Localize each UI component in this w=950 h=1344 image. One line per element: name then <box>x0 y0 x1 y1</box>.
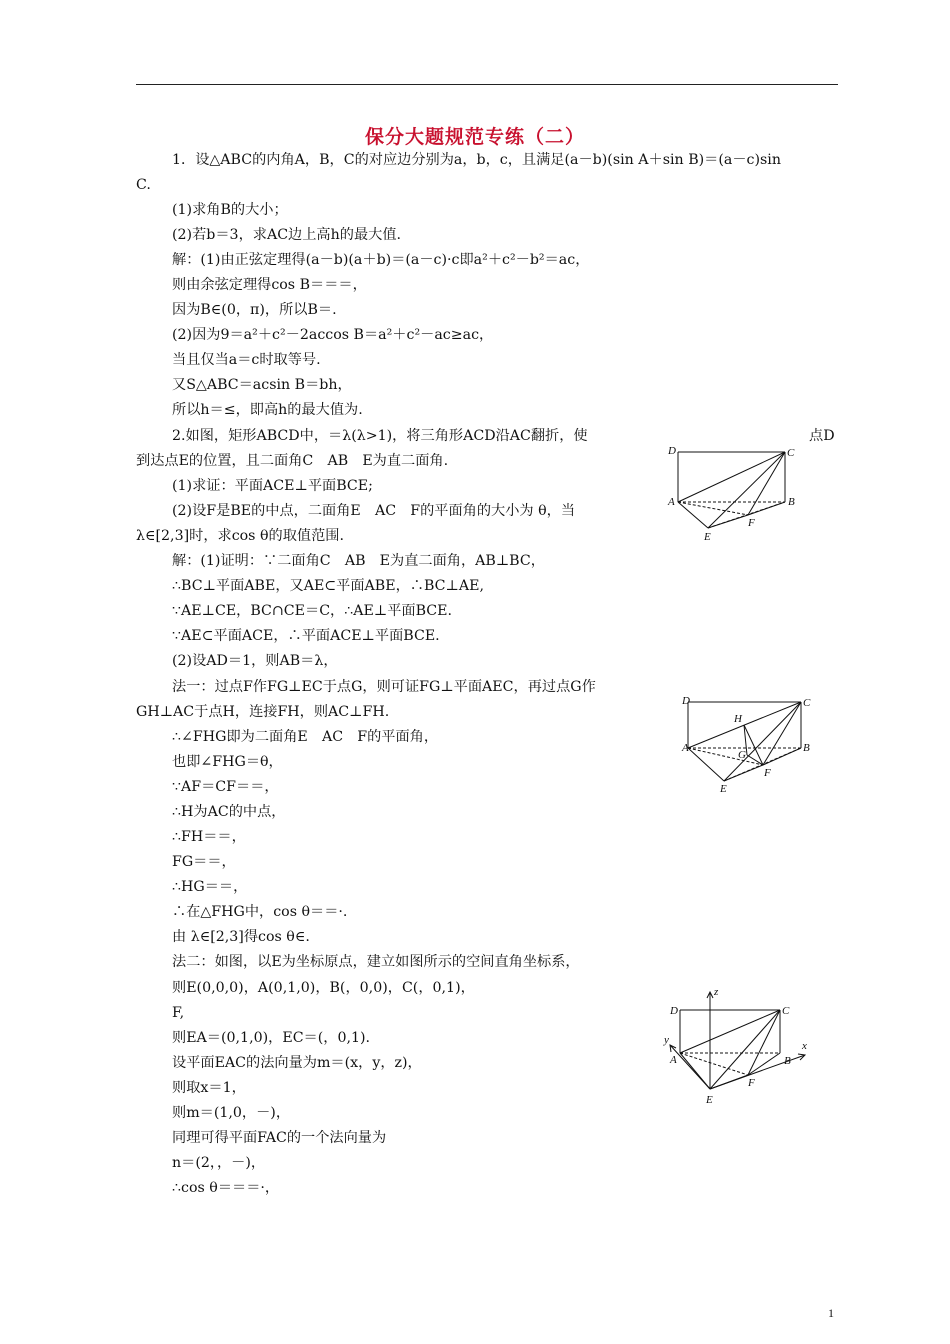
text-line: 法二：如图，以E为坐标原点，建立如图所示的空间直角坐标系， <box>172 954 580 970</box>
header-rule <box>136 84 838 85</box>
text-line: 当且仅当a＝c时取等号. <box>172 352 321 368</box>
figure-label: C <box>782 1005 790 1017</box>
text-line: ∵AE⊂平面ACE，∴平面ACE⊥平面BCE. <box>172 628 440 644</box>
text-line: F, <box>172 1005 185 1021</box>
figure-label: E <box>706 1094 713 1106</box>
text-line: 设平面EAC的法向量为m＝(x，y，z)， <box>172 1055 422 1071</box>
text-line: 解：(1)证明：∵二面角C AB E为直二面角，AB⊥BC， <box>172 553 545 569</box>
text-line: ∴FH＝＝， <box>172 829 246 845</box>
figure-label: B <box>784 1055 791 1067</box>
figure-2 <box>660 688 820 798</box>
text-line: (1)求角B的大小； <box>172 202 288 218</box>
page-title: 保分大题规范专练（二） <box>364 126 585 148</box>
text-line: (2)设F是BE的中点，二面角E AC F的平面角的大小为 θ，当 <box>172 503 576 519</box>
text-line: 则由余弦定理得cos B＝＝＝， <box>172 277 367 293</box>
text-line: 则EA＝(0,1,0)，EC＝(，0,1). <box>172 1030 371 1046</box>
text-line: 1．设△ABC的内角A，B，C的对应边分别为a，b，c，且满足(a－b)(sin A＋sin B)＝(a－c)sin <box>172 152 781 168</box>
figure-label: B <box>788 496 795 508</box>
figure-1 <box>660 440 820 550</box>
text-line: 同理可得平面FAC的一个法向量为 <box>172 1130 387 1146</box>
figure-label: D <box>682 695 690 707</box>
text-line: 则E(0,0,0)，A(0,1,0)，B(，0,0)，C(，0,1)， <box>172 980 475 996</box>
figure-label: F <box>748 1077 755 1089</box>
text-line: ∴∠FHG即为二面角E AC F的平面角， <box>172 729 439 745</box>
text-line: 2.如图，矩形ABCD中，＝λ(λ>1)，将三角形ACD沿AC翻折，使 <box>172 428 588 444</box>
text-line: 则取x＝1， <box>172 1080 246 1096</box>
figure-label: y <box>664 1034 669 1046</box>
text-line: ∵AE⊥CE，BC∩CE＝C，∴AE⊥平面BCE. <box>172 603 453 619</box>
figure-label: C <box>803 697 811 709</box>
page-number: 1 <box>828 1306 834 1320</box>
text-line: (2)设AD＝1，则AB＝λ， <box>172 653 338 669</box>
figure-label: A <box>682 742 689 754</box>
text-line: ∴BC⊥平面ABE，又AE⊂平面ABE，∴BC⊥AE, <box>172 578 484 594</box>
figure-label: B <box>803 742 810 754</box>
text-line: 所以h＝≤，即高h的最大值为. <box>172 402 363 418</box>
text-line: ∴H为AC的中点， <box>172 804 286 820</box>
figure-label: H <box>734 713 742 725</box>
text-line: 法一：过点F作FG⊥EC于点G，则可证FG⊥平面AEC，再过点G作 <box>172 679 596 695</box>
text-line: 解：(1)由正弦定理得(a－b)(a＋b)＝(a－c)·c即a²＋c²－b²＝ac， <box>172 252 590 268</box>
figure-label: D <box>668 445 676 457</box>
text-line: 因为B∈(0，π)，所以B＝. <box>172 302 337 318</box>
text-line: 也即∠FHG＝θ， <box>172 754 283 770</box>
figure-label: D <box>670 1005 678 1017</box>
text-line: (1)求证：平面ACE⊥平面BCE; <box>172 478 373 494</box>
text-line: (2)因为9＝a²＋c²－2accos B＝a²＋c²－ac≥ac， <box>172 327 494 343</box>
text-line: FG＝＝， <box>172 854 236 870</box>
text-line: GH⊥AC于点H，连接FH，则AC⊥FH. <box>136 704 390 720</box>
text-line: ∴cos θ＝＝＝·， <box>172 1180 280 1196</box>
text-line: C. <box>136 177 151 193</box>
figure-label: G <box>738 749 746 761</box>
text-line: 到达点E的位置，且二面角C AB E为直二面角. <box>136 453 449 469</box>
figure-label: A <box>668 496 675 508</box>
figure-label: E <box>720 783 727 795</box>
text-line: ∴在△FHG中，cos θ＝＝·. <box>172 904 348 920</box>
figure-label: E <box>704 531 711 543</box>
text-line: λ∈[2,3]时，求cos θ的取值范围. <box>136 528 344 544</box>
text-line: 则m＝(1,0，－)， <box>172 1105 291 1121</box>
text-line: ∵AF＝CF＝＝， <box>172 779 279 795</box>
figure-label: z <box>714 986 719 998</box>
figure-label: F <box>748 517 755 529</box>
figure-label: x <box>802 1040 807 1052</box>
figure-label: F <box>764 767 771 779</box>
text-line: (2)若b＝3，求AC边上高h的最大值. <box>172 227 402 243</box>
text-line: 由 λ∈[2,3]得cos θ∈. <box>172 929 310 945</box>
figure-label: C <box>787 447 795 459</box>
figure-label: A <box>670 1054 677 1066</box>
text-line: ∴HG＝＝， <box>172 879 248 895</box>
text-line: 点D <box>809 428 835 444</box>
text-line: 又S△ABC＝acsin B＝bh， <box>172 377 352 393</box>
text-line: n＝(2，，－)， <box>172 1155 266 1171</box>
figure-3 <box>660 985 820 1110</box>
